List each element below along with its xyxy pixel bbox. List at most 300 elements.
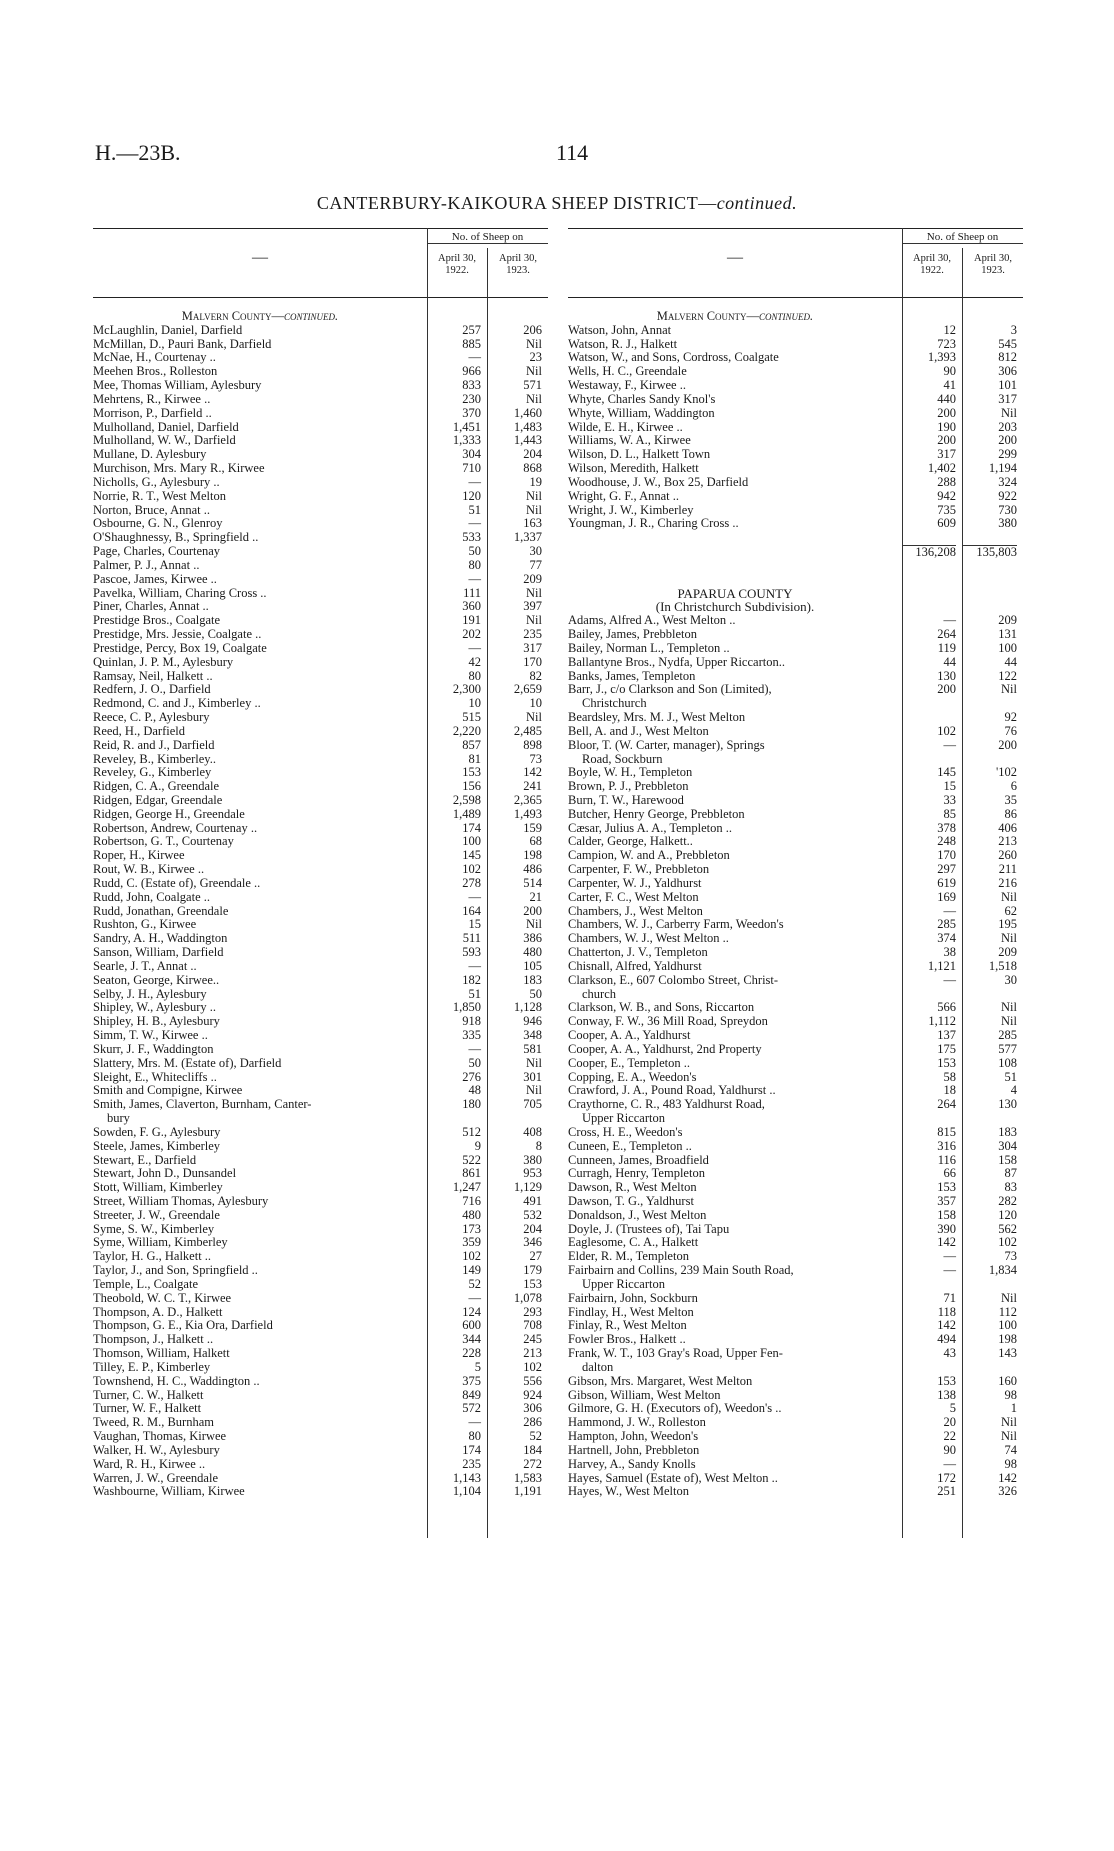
table-row — [93, 1347, 548, 1361]
sheep-1922: — — [468, 1041, 481, 1056]
table-row — [568, 1043, 1023, 1057]
sheep-1923: 1 — [1010, 1401, 1017, 1416]
holder-name: Cross, H. E., Weedon's — [568, 1125, 683, 1139]
sheep-1923: 306 — [998, 364, 1017, 379]
sheep-1923: 200 — [523, 903, 542, 918]
sheep-1923: 100 — [998, 1318, 1017, 1333]
holder-name: Butcher, Henry George, Prebbleton — [568, 807, 745, 821]
right-table — [568, 228, 1023, 1499]
holder-name: Bailey, Norman L., Templeton .. — [568, 641, 730, 655]
sheep-1922: 378 — [937, 820, 956, 835]
title-main: CANTERBURY-KAIKOURA SHEEP DISTRICT— — [316, 193, 717, 213]
sheep-1922: 304 — [462, 447, 481, 462]
sheep-1922: 264 — [937, 627, 956, 642]
holder-name: Wilde, E. H., Kirwee .. — [568, 420, 683, 434]
holder-name: Gilmore, G. H. (Executors of), Weedon's .. — [568, 1402, 782, 1416]
sheep-1922: 297 — [937, 862, 956, 877]
sheep-1923: 184 — [523, 1442, 542, 1457]
sheep-1923: 571 — [523, 378, 542, 393]
sheep-1922: 1,402 — [927, 461, 956, 476]
sheep-1923: 241 — [523, 779, 542, 794]
sheep-1923: 50 — [529, 986, 542, 1001]
sheep-1922: 966 — [462, 364, 481, 379]
sheep-1923: 1,493 — [513, 806, 542, 821]
sheep-1923: 101 — [998, 378, 1017, 393]
sheep-1922: 102 — [937, 723, 956, 738]
table-row — [93, 891, 548, 905]
sheep-1923: 301 — [523, 1069, 542, 1084]
sheep-1923: 52 — [529, 1429, 542, 1444]
table-row — [93, 725, 548, 739]
sheep-1922: 370 — [462, 405, 481, 420]
table-row — [568, 932, 1023, 946]
table-row — [93, 504, 548, 518]
sheep-1922: 942 — [937, 488, 956, 503]
sheep-1922: 80 — [468, 668, 481, 683]
table-row — [568, 891, 1023, 905]
table-row — [568, 1416, 1023, 1430]
table-row — [568, 476, 1023, 490]
holder-name: Cooper, A. A., Yaldhurst — [568, 1029, 691, 1043]
sheep-1922: 41 — [943, 378, 956, 393]
holder-name: Carpenter, W. J., Yaldhurst — [568, 876, 702, 890]
table-row — [93, 365, 548, 379]
table-row — [568, 1071, 1023, 1085]
holder-name: Shipley, H. B., Aylesbury — [93, 1015, 220, 1029]
sheep-1923: 556 — [523, 1373, 542, 1388]
sheep-1922: 10 — [468, 696, 481, 711]
sheep-1922: 71 — [943, 1290, 956, 1305]
sheep-1923: 705 — [523, 1097, 542, 1112]
sheep-1923: 324 — [998, 474, 1017, 489]
table-row — [568, 1278, 1023, 1292]
sheep-1922: 202 — [462, 627, 481, 642]
table-row — [93, 822, 548, 836]
sheep-1923: 213 — [998, 834, 1017, 849]
table-row — [93, 642, 548, 656]
table-row — [568, 1306, 1023, 1320]
holder-name: Elder, R. M., Templeton — [568, 1250, 689, 1264]
sheep-1923: 581 — [523, 1041, 542, 1056]
table-row — [93, 351, 548, 365]
holder-name: Sleight, E., Whitecliffs .. — [93, 1070, 217, 1084]
sheep-1922: 145 — [937, 765, 956, 780]
holder-name: Syme, S. W., Kimberley — [93, 1222, 215, 1236]
table-row — [568, 1057, 1023, 1071]
table-row — [93, 462, 548, 476]
table-row — [93, 1444, 548, 1458]
sheep-1923: Nil — [1001, 1014, 1017, 1029]
sheep-1922: 600 — [462, 1318, 481, 1333]
sheep-1923: 299 — [998, 447, 1017, 462]
sheep-1923: 100 — [998, 640, 1017, 655]
sheep-1923: Nil — [526, 585, 542, 600]
table-row — [568, 642, 1023, 656]
holder-name: Watson, John, Annat — [568, 323, 672, 337]
holder-name: Upper Riccarton — [582, 1277, 665, 1291]
holder-name: Bell, A. and J., West Melton — [568, 724, 709, 738]
sheep-1922: 1,451 — [452, 419, 481, 434]
holder-name: Ramsay, Neil, Halkett .. — [93, 669, 213, 683]
sheep-1922: 111 — [463, 585, 481, 600]
holder-name: Craythorne, C. R., 483 Yaldhurst Road, — [568, 1098, 765, 1112]
page-number: 114 — [556, 140, 589, 165]
holder-name: Walker, H. W., Aylesbury — [93, 1443, 220, 1457]
table-row — [93, 1029, 548, 1043]
table-row — [93, 849, 548, 863]
table-row — [93, 1057, 548, 1071]
sheep-1922: 174 — [462, 820, 481, 835]
holder-name: Warren, J. W., Greendale — [93, 1471, 218, 1485]
holder-name: Sowden, F. G., Aylesbury — [93, 1125, 221, 1139]
table-row — [568, 1029, 1023, 1043]
sheep-1923: 545 — [998, 336, 1017, 351]
sheep-1922: 2,220 — [452, 723, 481, 738]
sheep-1922: 15 — [943, 779, 956, 794]
sheep-1923: 408 — [523, 1124, 542, 1139]
table-row — [93, 559, 548, 573]
sheep-1923: 209 — [998, 613, 1017, 628]
sheep-1923: 4 — [1010, 1083, 1017, 1098]
sheep-1923: Nil — [526, 917, 542, 932]
table-row — [568, 462, 1023, 476]
holder-name: Bloor, T. (W. Carter, manager), Springs — [568, 738, 765, 752]
holder-name: Brown, P. J., Prebbleton — [568, 780, 689, 794]
sheep-1922: 735 — [937, 502, 956, 517]
table-row — [93, 905, 548, 919]
sheep-1922: 515 — [462, 710, 481, 725]
sheep-1922: — — [468, 350, 481, 365]
sheep-1923: 204 — [523, 447, 542, 462]
holder-name: Harvey, A., Sandy Knolls — [568, 1457, 696, 1471]
table-row — [93, 338, 548, 352]
sheep-1923: Nil — [1001, 1415, 1017, 1430]
table-row — [568, 725, 1023, 739]
holder-name: Banks, James, Templeton — [568, 669, 696, 683]
sheep-1922: 885 — [462, 336, 481, 351]
table-row — [93, 421, 548, 435]
table-row — [93, 1167, 548, 1181]
sheep-1923: 102 — [998, 1235, 1017, 1250]
table-row — [93, 974, 548, 988]
sheep-1922: 228 — [462, 1346, 481, 1361]
sheep-1923: 183 — [523, 972, 542, 987]
sheep-1923: 198 — [523, 848, 542, 863]
sheep-1923: 102 — [523, 1359, 542, 1374]
sheep-heading: No. of Sheep on — [427, 231, 548, 244]
table-row — [568, 794, 1023, 808]
sheep-1922: 158 — [937, 1207, 956, 1222]
sheep-1922: 1,333 — [452, 433, 481, 448]
table-row — [93, 600, 548, 614]
sheep-1923: 317 — [523, 640, 542, 655]
table-row — [568, 434, 1023, 448]
sheep-1923: 142 — [523, 765, 542, 780]
table-row — [93, 1361, 548, 1375]
table-row — [93, 1195, 548, 1209]
table-row — [93, 1402, 548, 1416]
holder-name: Cunneen, James, Broadfield — [568, 1153, 709, 1167]
holder-name: Woodhouse, J. W., Box 25, Darfield — [568, 475, 749, 489]
holder-name: Fairbairn and Collins, 239 Main South Road, — [568, 1264, 794, 1278]
holder-name: McMillan, D., Pauri Bank, Darfield — [93, 337, 272, 351]
sheep-1922: 182 — [462, 972, 481, 987]
sheep-1922: 118 — [937, 1304, 956, 1319]
table-row — [568, 628, 1023, 642]
table-row — [93, 393, 548, 407]
table-row — [568, 1389, 1023, 1403]
holder-name: Osbourne, G. N., Glenroy — [93, 517, 223, 531]
holder-name: McNae, H., Courtenay .. — [93, 351, 216, 365]
sheep-1923: 286 — [523, 1415, 542, 1430]
right-rows — [568, 310, 1023, 1499]
sheep-1923: 235 — [523, 627, 542, 642]
sheep-1922: 142 — [937, 1318, 956, 1333]
sheep-1922: 1,112 — [928, 1014, 956, 1029]
table-row — [568, 490, 1023, 504]
sheep-1922: 360 — [462, 599, 481, 614]
sheep-1923: 35 — [1004, 792, 1017, 807]
holder-name: Mee, Thomas William, Aylesbury — [93, 379, 262, 393]
holder-name: Gibson, Mrs. Margaret, West Melton — [568, 1374, 753, 1388]
table-row — [93, 1306, 548, 1320]
sheep-1922: 44 — [943, 654, 956, 669]
table-row — [93, 753, 548, 767]
sheep-1922: 2,598 — [452, 792, 481, 807]
sheep-1923: 2,659 — [513, 682, 542, 697]
sheep-1922: 51 — [468, 986, 481, 1001]
sheep-1923: 272 — [523, 1456, 542, 1471]
holder-name: Mulholland, Daniel, Darfield — [93, 420, 239, 434]
table-row — [568, 753, 1023, 767]
table-row — [93, 932, 548, 946]
holder-name: Clarkson, E., 607 Colombo Street, Christ- — [568, 973, 779, 987]
sheep-1922: 12 — [943, 322, 956, 337]
table-row — [93, 835, 548, 849]
holder-name: Mulholland, W. W., Darfield — [93, 434, 236, 448]
sheep-1923: 211 — [998, 862, 1017, 877]
holder-name: Seaton, George, Kirwee.. — [93, 973, 220, 987]
table-row — [568, 697, 1023, 711]
holder-name: Reece, C. P., Aylesbury — [93, 711, 210, 725]
holder-name: Eaglesome, C. A., Halkett — [568, 1236, 699, 1250]
sheep-1922: 58 — [943, 1069, 956, 1084]
table-row — [93, 1209, 548, 1223]
sheep-1922: 51 — [468, 502, 481, 517]
sheep-1923: 306 — [523, 1401, 542, 1416]
sheep-1923: 158 — [998, 1152, 1017, 1167]
sheep-1923: 153 — [523, 1276, 542, 1291]
sheep-1923: 2,485 — [513, 723, 542, 738]
holder-name: Roper, H., Kirwee — [93, 849, 185, 863]
table-row — [568, 1430, 1023, 1444]
sheep-1922: 50 — [468, 544, 481, 559]
table-row — [93, 614, 548, 628]
table-row — [568, 1250, 1023, 1264]
sheep-1922: 80 — [468, 1429, 481, 1444]
table-row — [568, 711, 1023, 725]
sheep-1923: 23 — [529, 350, 542, 365]
holder-name: Chambers, J., West Melton — [568, 904, 703, 918]
table-row — [568, 1112, 1023, 1126]
left-table — [93, 228, 548, 1499]
holder-name: Rudd, John, Coalgate .. — [93, 890, 211, 904]
table-row — [93, 1416, 548, 1430]
sheep-1923: 397 — [523, 599, 542, 614]
sheep-1922: 264 — [937, 1097, 956, 1112]
holder-name: Rudd, Jonathan, Greendale — [93, 904, 229, 918]
table-row — [93, 683, 548, 697]
sheep-1922: 102 — [462, 862, 481, 877]
table-row — [568, 1472, 1023, 1486]
sheep-1923: Nil — [526, 502, 542, 517]
sheep-1923: 282 — [998, 1194, 1017, 1208]
table-row — [568, 393, 1023, 407]
sheep-1923: 183 — [998, 1124, 1017, 1139]
sheep-1922: 480 — [462, 1207, 481, 1222]
holder-name: Doyle, J. (Trustees of), Tai Tapu — [568, 1222, 730, 1236]
sheep-1922: 710 — [462, 461, 481, 476]
table-row — [93, 1292, 548, 1306]
holder-name: Vaughan, Thomas, Kirwee — [93, 1430, 227, 1444]
header-dash: — — [252, 249, 268, 266]
sheep-1922: 511 — [462, 931, 481, 946]
sheep-1923: 92 — [1004, 710, 1017, 725]
table-row — [568, 1223, 1023, 1237]
holder-name: Dawson, T. G., Yaldhurst — [568, 1195, 694, 1208]
sheep-1922: 285 — [937, 917, 956, 932]
sheep-1923: 868 — [523, 461, 542, 476]
holder-name: Shipley, W., Aylesbury .. — [93, 1001, 217, 1015]
table-row — [93, 1084, 548, 1098]
sheep-1923: 200 — [998, 433, 1017, 448]
sheep-1922: 200 — [937, 682, 956, 697]
table-row — [93, 1140, 548, 1154]
holder-name: bury — [107, 1112, 130, 1126]
sheep-1922: 344 — [462, 1332, 481, 1347]
sheep-1923: 8 — [535, 1138, 542, 1153]
sheep-1922: 156 — [462, 779, 481, 794]
holder-name: Quinlan, J. P. M., Aylesbury — [93, 655, 234, 669]
holder-name: Hampton, John, Weedon's — [568, 1430, 699, 1444]
sheep-1923: 130 — [998, 1097, 1017, 1112]
holder-name: Findlay, H., West Melton — [568, 1305, 694, 1319]
sheep-1923: 562 — [998, 1221, 1017, 1236]
sheep-1923: 204 — [523, 1221, 542, 1236]
table-row — [93, 1098, 548, 1112]
header-dash: — — [727, 249, 743, 266]
holder-name: McLaughlin, Daniel, Darfield — [93, 323, 243, 337]
holder-name: Rout, W. B., Kirwee .. — [93, 863, 205, 877]
sheep-1922: 251 — [937, 1484, 956, 1499]
table-row — [568, 1015, 1023, 1029]
sheep-1922: 191 — [462, 613, 481, 628]
sheep-1923: 898 — [523, 737, 542, 752]
sheep-1922: — — [468, 1290, 481, 1305]
table-row — [93, 946, 548, 960]
sheep-1923: 120 — [998, 1207, 1017, 1222]
sheep-1922: 374 — [937, 931, 956, 946]
table-row — [568, 1236, 1023, 1250]
table-row — [568, 739, 1023, 753]
sheep-1922: 723 — [937, 336, 956, 351]
sheep-1923: 163 — [523, 516, 542, 531]
holder-name: Sandry, A. H., Waddington — [93, 932, 228, 946]
holder-name: Wilson, Meredith, Halkett — [568, 462, 699, 476]
section-heading: Malvern County—continued. — [181, 309, 339, 323]
holder-name: dalton — [582, 1360, 614, 1374]
holder-name: Reed, H., Darfield — [93, 724, 185, 738]
table-row — [93, 531, 548, 545]
sheep-1923: 112 — [998, 1304, 1017, 1319]
sheep-1922: 335 — [462, 1028, 481, 1043]
holder-name: Barr, J., c/o Clarkson and Son (Limited), — [568, 683, 772, 697]
table-row — [568, 1444, 1023, 1458]
sheep-1922: — — [468, 571, 481, 586]
sheep-1922: 522 — [462, 1152, 481, 1167]
sheep-1923: Nil — [526, 1055, 542, 1070]
table-row — [93, 1001, 548, 1015]
sheep-1922: 357 — [937, 1194, 956, 1208]
sheep-1923: Nil — [1001, 1429, 1017, 1444]
sheep-1922: 138 — [937, 1387, 956, 1402]
holder-name: Steele, James, Kimberley — [93, 1139, 221, 1153]
sheep-heading: No. of Sheep on — [902, 231, 1023, 244]
holder-name: Carpenter, F. W., Prebbleton — [568, 863, 710, 877]
table-row — [568, 683, 1023, 697]
holder-name: Norton, Bruce, Annat .. — [93, 503, 210, 517]
holder-name: Youngman, J. R., Charing Cross .. — [568, 517, 739, 531]
holder-name: Hartnell, John, Prebbleton — [568, 1443, 700, 1457]
holder-name: Ballantyne Bros., Nydfa, Upper Riccarton.. — [568, 655, 785, 669]
holder-name: Piner, Charles, Annat .. — [93, 600, 209, 614]
holder-name: Searle, J. T., Annat .. — [93, 959, 197, 973]
table-row — [568, 324, 1023, 338]
table-row — [568, 1181, 1023, 1195]
sheep-1923: 142 — [998, 1470, 1017, 1485]
holder-name: Stewart, John D., Dunsandel — [93, 1167, 237, 1181]
holder-name: Bailey, James, Prebbleton — [568, 628, 698, 642]
sheep-1922: 120 — [462, 488, 481, 503]
holder-name: Pascoe, James, Kirwee .. — [93, 572, 217, 586]
sheep-1922: 90 — [943, 364, 956, 379]
sheep-1923: 98 — [1004, 1456, 1017, 1471]
sheep-1922: 316 — [937, 1138, 956, 1153]
holder-name: Ridgen, George H., Greendale — [93, 807, 245, 821]
holder-name: Cooper, A. A., Yaldhurst, 2nd Property — [568, 1042, 762, 1056]
table-row — [93, 766, 548, 780]
sheep-1923: 19 — [529, 474, 542, 489]
table-row — [93, 1389, 548, 1403]
holder-name: Christchurch — [582, 697, 647, 711]
sheep-1923: 326 — [998, 1484, 1017, 1499]
holder-name: Watson, W., and Sons, Cordross, Coalgate — [568, 351, 779, 365]
table-row — [93, 918, 548, 932]
table-row — [568, 905, 1023, 919]
sheep-1922: 918 — [462, 1014, 481, 1029]
sheep-1922: 230 — [462, 391, 481, 406]
holder-name: Whyte, William, Waddington — [568, 406, 715, 420]
sheep-1923: 206 — [523, 322, 542, 337]
holder-name: Chambers, W. J., West Melton .. — [568, 932, 729, 946]
sheep-1923: 68 — [529, 834, 542, 849]
sheep-1923: 131 — [998, 627, 1017, 642]
holder-name: Robertson, G. T., Courtenay — [93, 835, 234, 849]
sheep-1922: — — [468, 889, 481, 904]
sheep-1922: 494 — [937, 1332, 956, 1347]
holder-name: Chatterton, J. V., Templeton — [568, 946, 708, 960]
sheep-1922: 248 — [937, 834, 956, 849]
